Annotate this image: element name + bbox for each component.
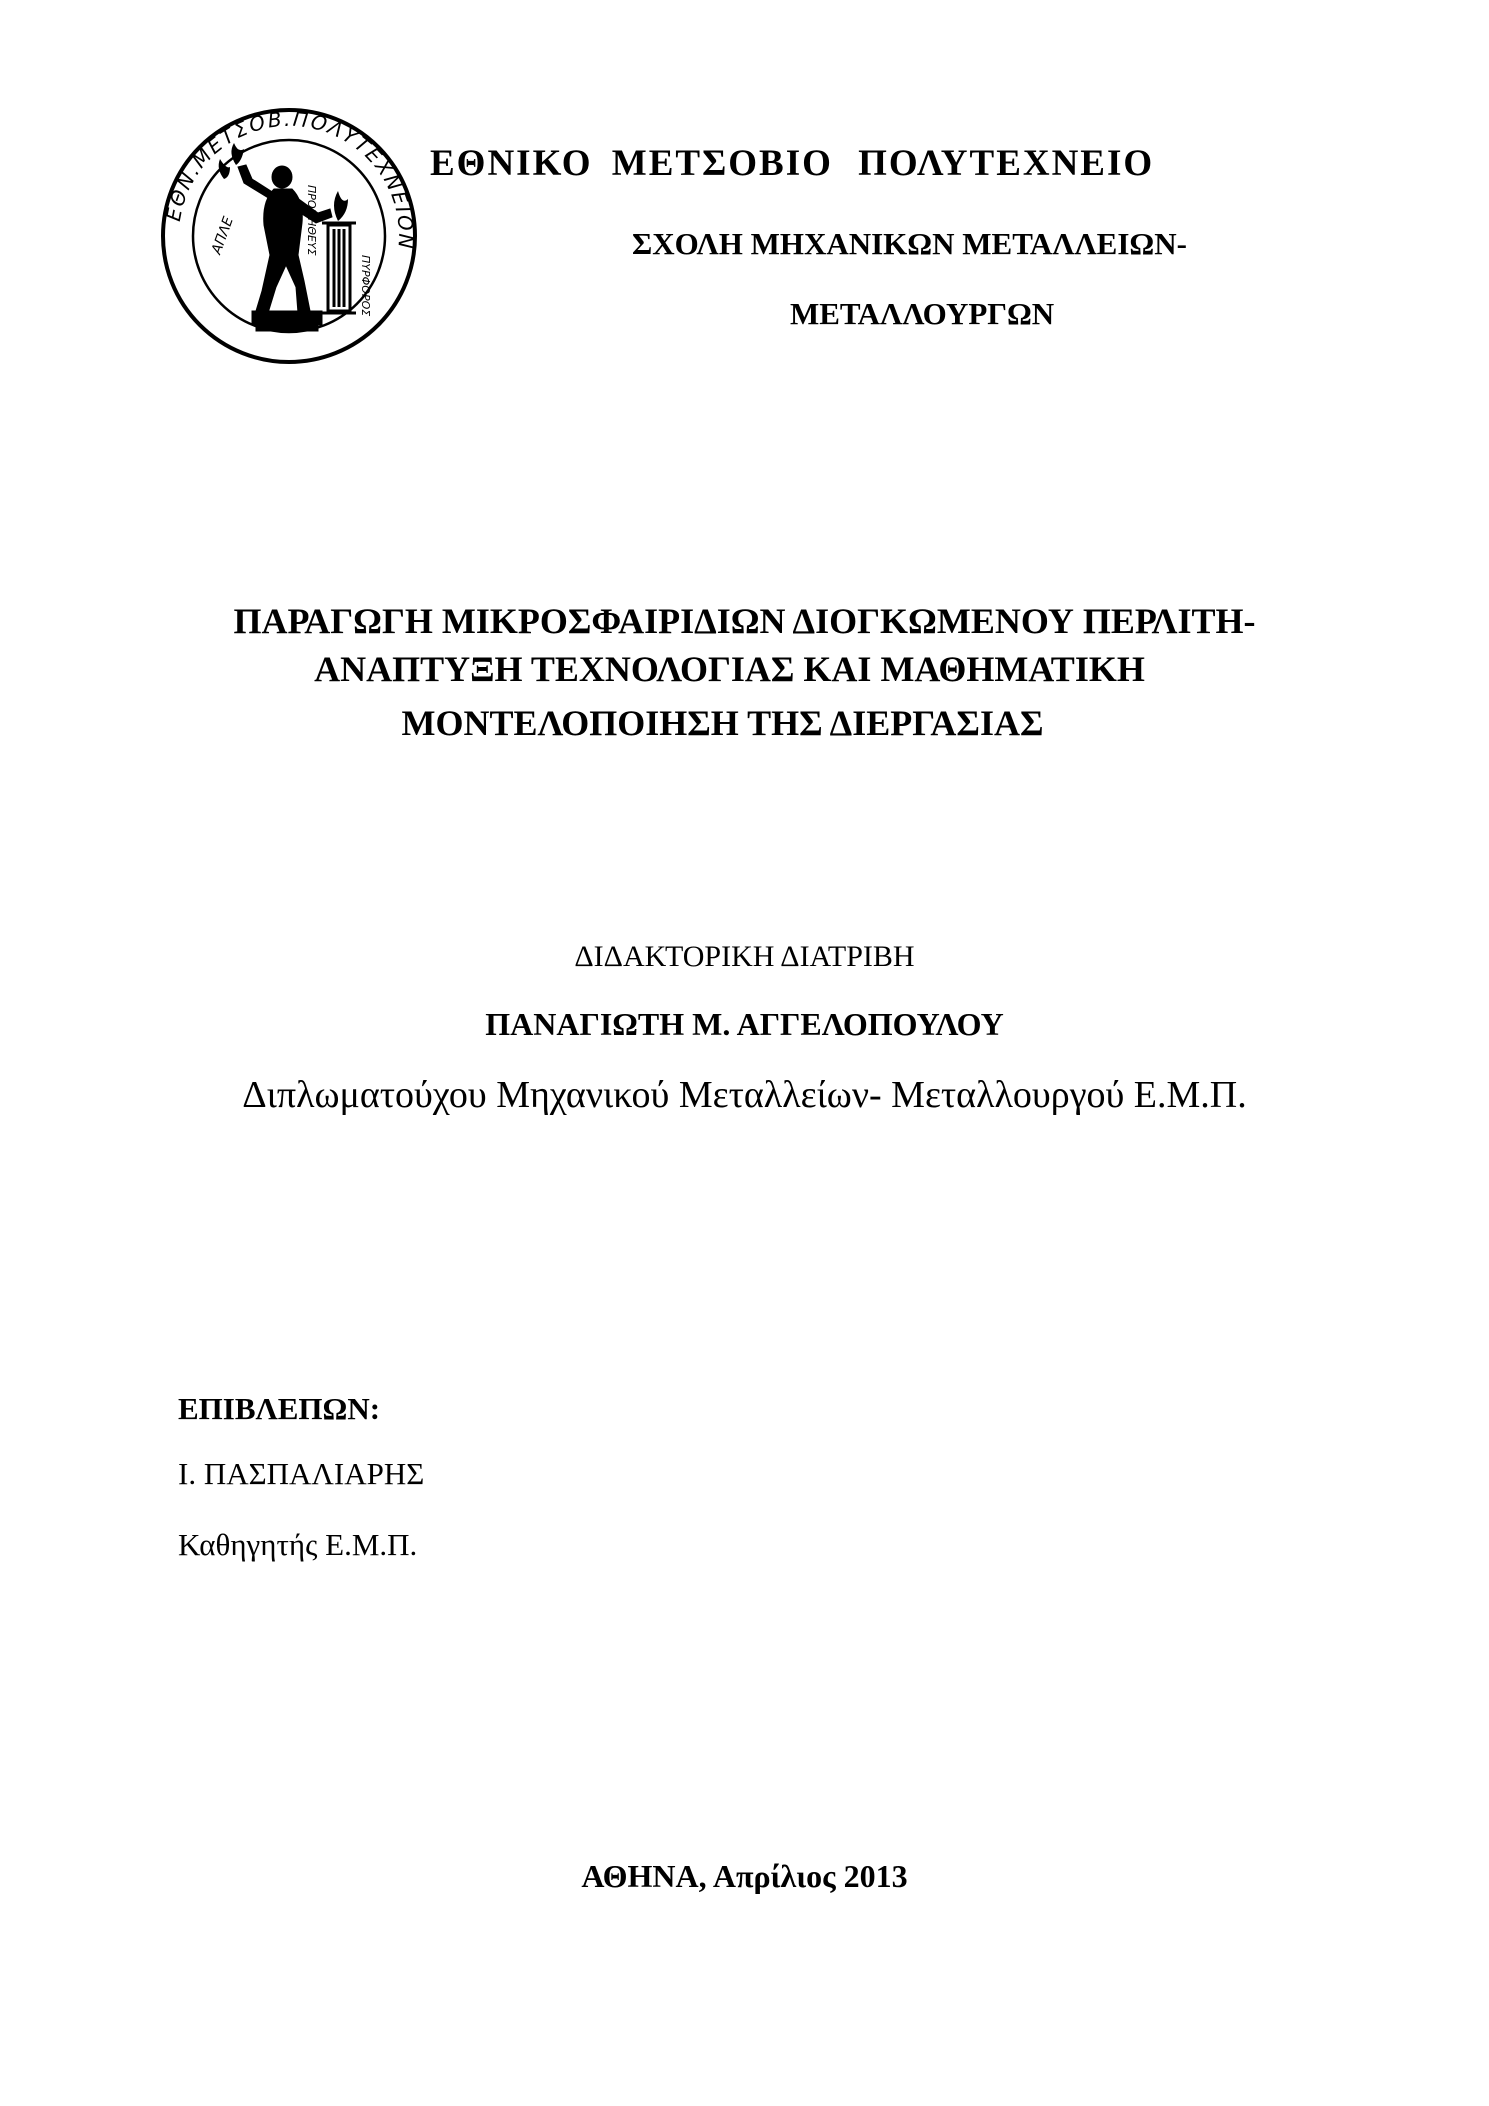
author-name: ΠΑΝΑΓΙΩΤΗ Μ. ΑΓΓΕΛΟΠΟΥΛΟΥ (485, 1006, 1004, 1042)
svg-text:ΠΥΡΦΟΡΟΣ: ΠΥΡΦΟΡΟΣ (359, 255, 372, 317)
svg-text:ΑΠΛΕ: ΑΠΛΕ (208, 214, 237, 257)
supervisor-title: Καθηγητής Ε.Μ.Π. (178, 1527, 418, 1562)
author-degree: Διπλωματούχου Μηχανικού Μεταλλείων- Μεταλλουργού Ε.Μ.Π. (242, 1074, 1247, 1116)
thesis-title-line2: ΑΝΑΠΤΥΞΗ ΤΕΧΝΟΛΟΓΙΑΣ ΚΑΙ ΜΑΘΗΜΑΤΙΚΗ (314, 649, 1145, 689)
place-date: ΑΘΗΝΑ, Απρίλιος 2013 (581, 1858, 908, 1894)
school-name-line1: ΣΧΟΛΗ ΜΗΧΑΝΙΚΩΝ ΜΕΤΑΛΛΕΙΩΝ- (632, 226, 1187, 261)
supervisor-name: Ι. ΠΑΣΠΑΛΙΑΡΗΣ (178, 1456, 425, 1491)
school-name-line2: ΜΕΤΑΛΛΟΥΡΓΩΝ (790, 296, 1055, 331)
thesis-title-line1: ΠΑΡΑΓΩΓΗ ΜΙΚΡΟΣΦΑΙΡΙΔΙΩΝ ΔΙΟΓΚΩΜΕΝΟΥ ΠΕΡΛΙΤΗ- (233, 601, 1256, 641)
thesis-title-line3: ΜΟΝΤΕΛΟΠΟΙΗΣΗ ΤΗΣ ΔΙΕΡΓΑΣΙΑΣ (401, 703, 1044, 743)
university-name-part2: ΠΟΛΥΤΕΧΝΕΙΟ (858, 143, 1155, 184)
university-name-part1: ΕΘΝΙΚΟ ΜΕΤΣΟΒΙΟ (430, 143, 833, 184)
university-name (0, 142, 1489, 185)
supervisor-label: ΕΠΙΒΛΕΠΩΝ: (178, 1391, 381, 1426)
svg-text:ΠΡΟΜΗΘΕΥΣ: ΠΡΟΜΗΘΕΥΣ (305, 185, 318, 256)
document-type: ΔΙΔΑΚΤΟΡΙΚΗ ΔΙΑΤΡΙΒΗ (574, 940, 915, 973)
svg-text:ΕΘΝ.ΜΕΤΣΟΒ.ΠΟΛΥΤΕΧΝΕΙΟΝ: ΕΘΝ.ΜΕΤΣΟΒ.ΠΟΛΥΤΕΧΝΕΙΟΝ (160, 106, 419, 252)
